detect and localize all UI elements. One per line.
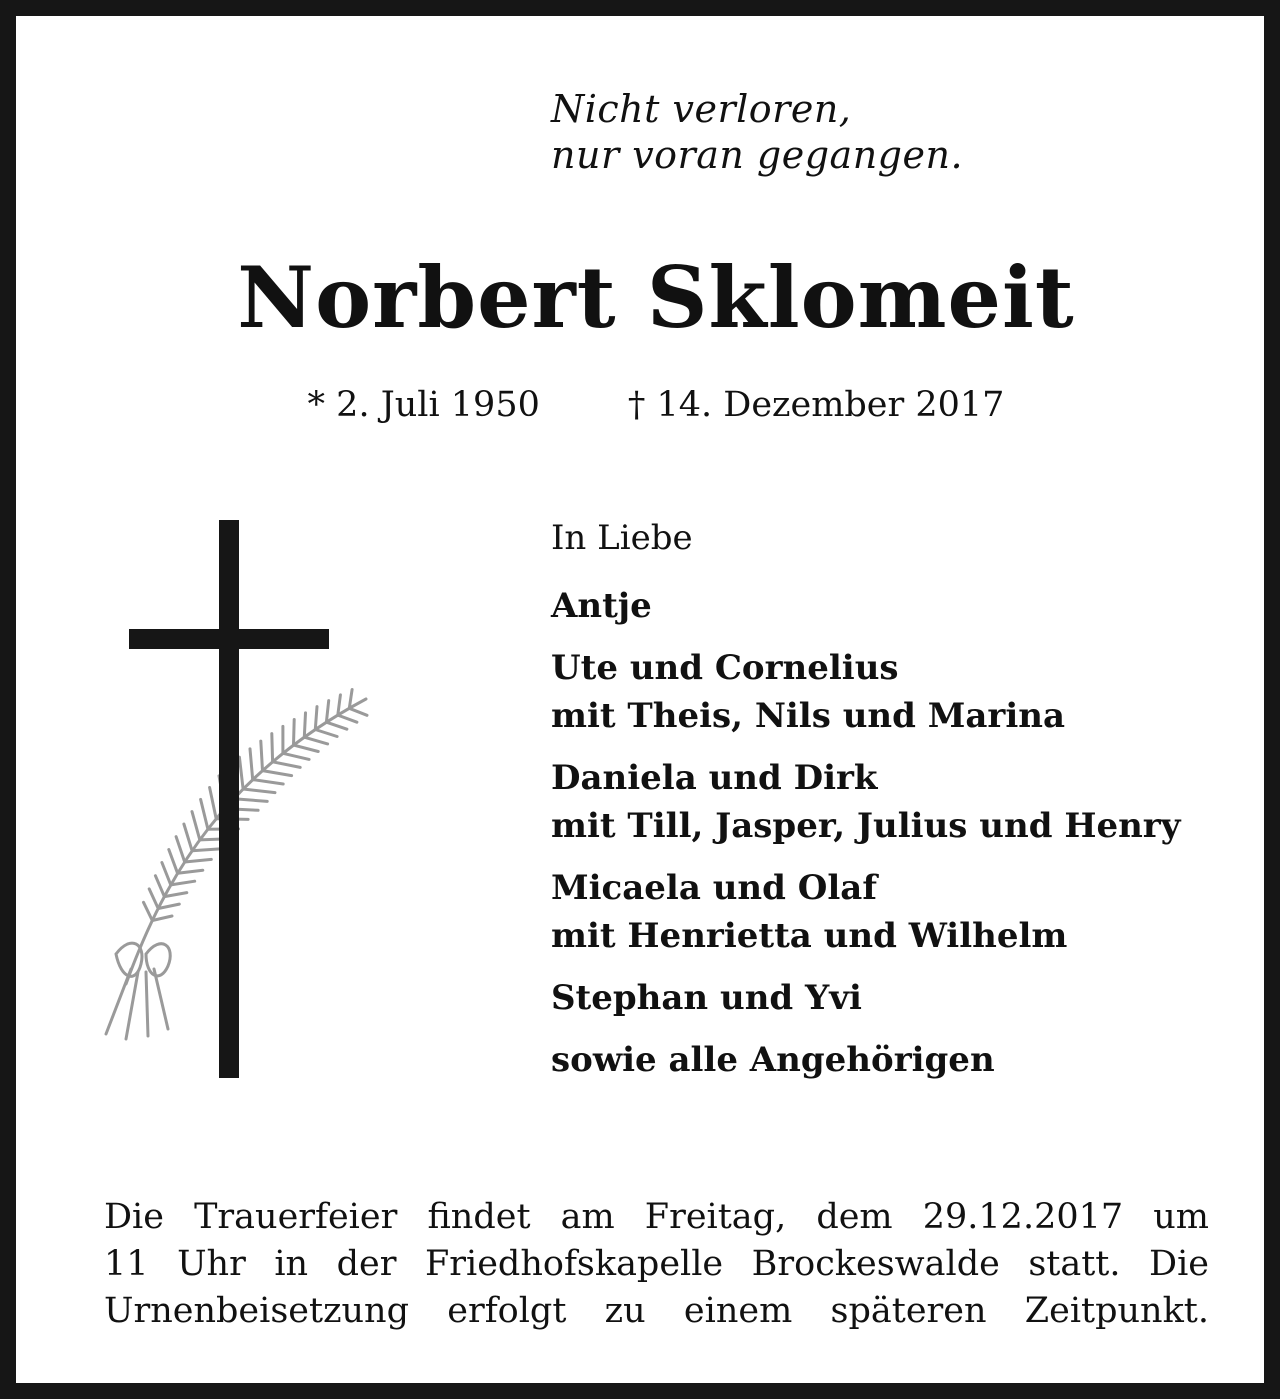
family-group bbox=[551, 1036, 1180, 1084]
motto bbox=[551, 86, 963, 178]
family-line: mit Henrietta und Wilhelm bbox=[551, 916, 1068, 956]
service-line: Urnenbeisetzung erfolgt zu einem späteren Zeitpunkt. bbox=[104, 1291, 1209, 1331]
family-group bbox=[551, 974, 1180, 1022]
deceased-name: Norbert Sklomeit bbox=[237, 248, 1075, 347]
family-line: Micaela und Olaf bbox=[551, 868, 877, 908]
life-dates bbox=[16, 383, 1280, 427]
family-groups bbox=[551, 582, 1180, 1084]
motto-line-1: Nicht verloren, bbox=[551, 87, 852, 131]
family-line: Antje bbox=[551, 586, 652, 626]
family-line: mit Till, Jasper, Julius und Henry bbox=[551, 806, 1181, 846]
family-line: Stephan und Yvi bbox=[551, 978, 862, 1018]
family-line: sowie alle Angehörigen bbox=[551, 1040, 995, 1080]
family-line: Daniela und Dirk bbox=[551, 758, 878, 798]
cross-with-palm-branch-icon bbox=[86, 514, 386, 1088]
birth-date: * 2. Juli 1950 bbox=[307, 385, 540, 425]
funeral-service-text bbox=[104, 1194, 1209, 1335]
family-group bbox=[551, 644, 1180, 740]
motto-line-2: nur voran gegangen. bbox=[551, 133, 964, 177]
family-intro: In Liebe bbox=[551, 518, 693, 558]
family-line: mit Theis, Nils und Marina bbox=[551, 696, 1066, 736]
family-group bbox=[551, 864, 1180, 960]
service-line: Die Trauerfeier findet am Freitag, dem 29.12.2017 um bbox=[104, 1197, 1209, 1237]
family-group bbox=[551, 582, 1180, 630]
cross-palm-graphic bbox=[86, 514, 386, 1084]
family-line: Ute und Cornelius bbox=[551, 648, 899, 688]
family-group bbox=[551, 754, 1180, 850]
death-date: † 14. Dezember 2017 bbox=[627, 385, 1005, 425]
family-list bbox=[551, 514, 1180, 1098]
service-line: 11 Uhr in der Friedhofskapelle Brockeswalde statt. Die bbox=[104, 1244, 1209, 1284]
